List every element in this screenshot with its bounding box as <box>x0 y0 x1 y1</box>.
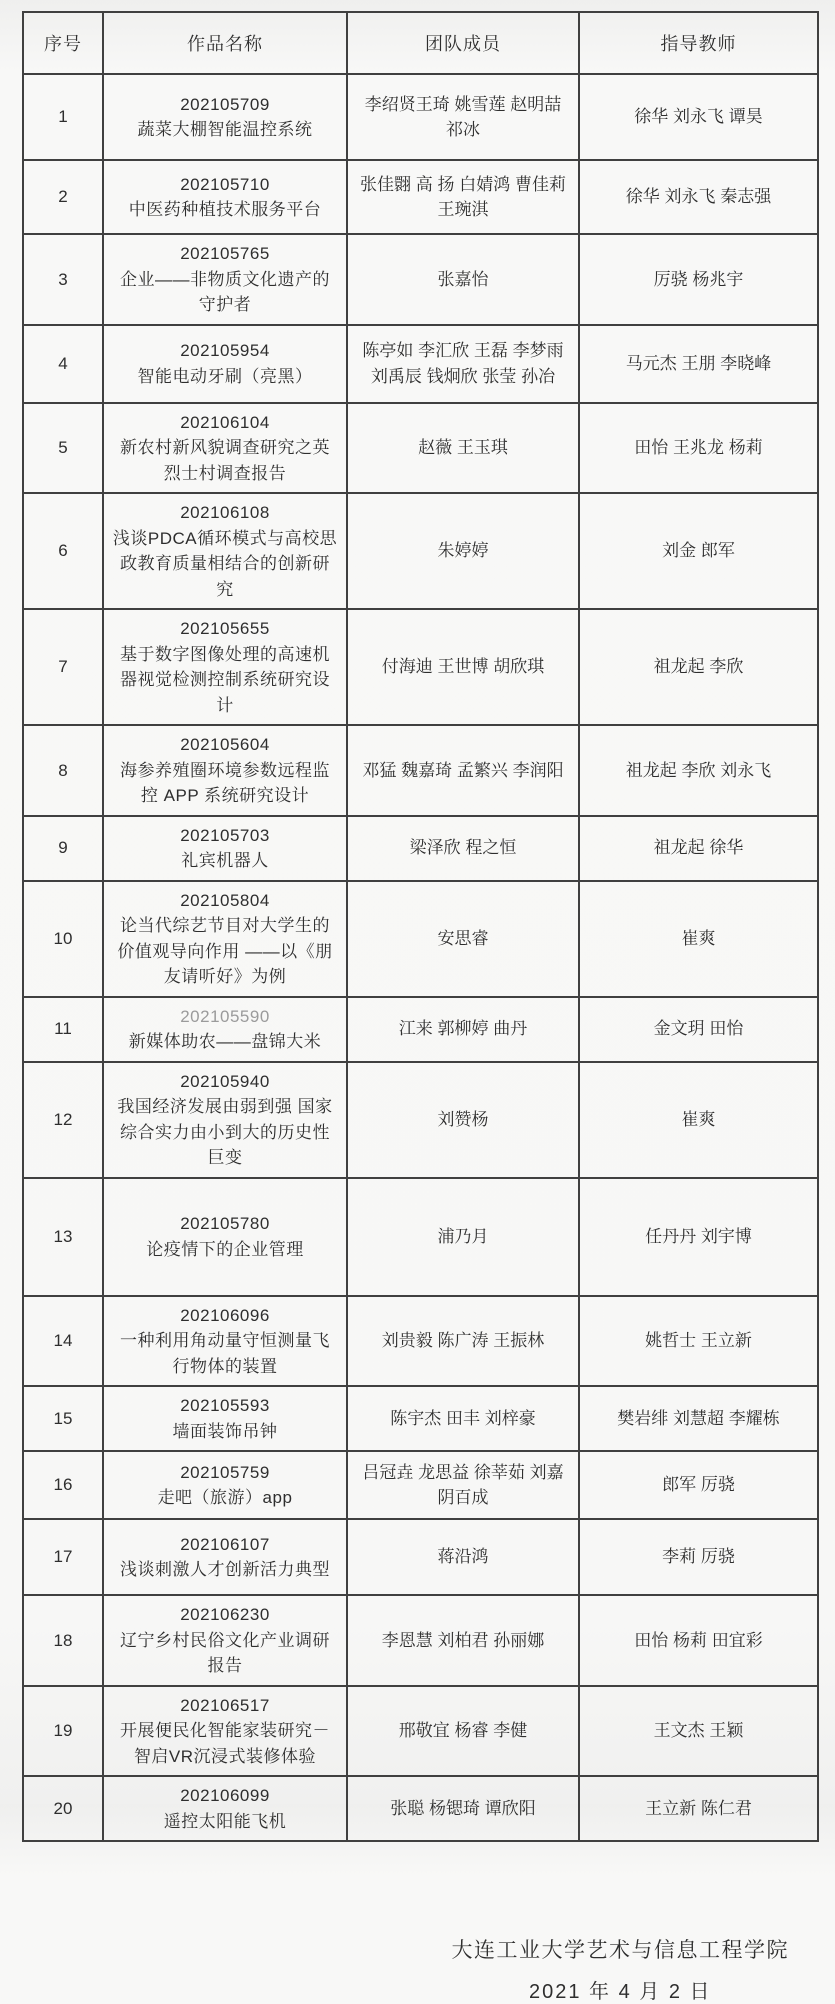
advisors: 崔爽 <box>579 1062 818 1178</box>
advisors: 田怡 杨莉 田宜彩 <box>579 1595 818 1686</box>
table-row <box>23 1595 818 1686</box>
footer <box>452 1934 790 2004</box>
footer-institution: 大连工业大学艺术与信息工程学院 <box>451 1939 789 1962</box>
project-title: 一种利用角动量守恒测量飞行物体的装置 <box>120 1331 330 1376</box>
team-members: 李恩慧 刘柏君 孙丽娜 <box>347 1595 579 1686</box>
table-row <box>23 1386 818 1451</box>
row-number: 2 <box>23 160 103 234</box>
project-code: 202106096 <box>180 1305 270 1325</box>
table-row <box>23 1296 818 1387</box>
advisors: 厉骁 杨兆宇 <box>579 234 818 325</box>
project-code: 202106517 <box>180 1695 270 1715</box>
project-code: 202105804 <box>180 890 270 910</box>
advisors: 金文玥 田怡 <box>579 997 818 1062</box>
project-cell <box>103 609 347 725</box>
advisors: 徐华 刘永飞 秦志强 <box>579 160 818 234</box>
project-cell <box>103 1062 347 1178</box>
project-title: 墙面装饰吊钟 <box>172 1421 278 1441</box>
row-number: 14 <box>23 1296 103 1387</box>
team-members: 陈宇杰 田丰 刘梓豪 <box>347 1386 579 1451</box>
table-row <box>23 1776 818 1841</box>
project-code: 202106099 <box>180 1786 270 1805</box>
col-header-advisors: 指导教师 <box>579 12 818 74</box>
table-row <box>23 1519 818 1595</box>
advisors: 刘金 郎军 <box>579 493 818 609</box>
project-cell <box>103 1296 347 1387</box>
team-members: 邓猛 魏嘉琦 孟繁兴 李润阳 <box>347 725 579 816</box>
team-members: 赵薇 王玉琪 <box>347 403 579 494</box>
table-row <box>23 160 818 234</box>
project-cell <box>103 234 347 325</box>
project-title: 我国经济发展由弱到强 国家综合实力由小到大的历史性巨变 <box>117 1097 333 1167</box>
advisors: 祖龙起 徐华 <box>579 816 818 881</box>
row-number: 15 <box>23 1386 103 1451</box>
project-cell <box>103 325 347 403</box>
row-number: 11 <box>23 997 103 1062</box>
table-header-row <box>23 12 818 74</box>
project-cell <box>103 816 347 881</box>
team-members: 吕冠垚 龙思益 徐莘茹 刘嘉 阴百成 <box>347 1451 579 1519</box>
table-row <box>23 997 818 1062</box>
team-members: 张嘉怡 <box>347 234 579 325</box>
project-cell <box>103 997 347 1062</box>
advisors: 樊岩绯 刘慧超 李耀栋 <box>579 1386 818 1451</box>
project-title: 中医药种植技术服务平台 <box>128 200 322 219</box>
project-title: 企业——非物质文化遗产的守护者 <box>120 269 330 314</box>
project-code: 202105590 <box>180 1006 270 1026</box>
table-row <box>23 881 818 997</box>
project-cell <box>103 1386 347 1451</box>
team-members: 朱婷婷 <box>347 493 579 609</box>
table-row <box>23 234 818 325</box>
project-title: 海参养殖圈环境参数远程监控 APP 系统研究设计 <box>120 760 330 805</box>
project-code: 202106230 <box>180 1605 270 1624</box>
row-number: 16 <box>23 1451 103 1519</box>
row-number: 13 <box>23 1178 103 1296</box>
project-code: 202105759 <box>180 1462 270 1482</box>
row-number: 18 <box>23 1595 103 1686</box>
table-row <box>23 1062 818 1178</box>
project-code: 202105710 <box>180 174 270 194</box>
advisors: 姚哲士 王立新 <box>579 1296 818 1387</box>
row-number: 6 <box>23 493 103 609</box>
project-code: 202106108 <box>180 503 270 522</box>
advisors: 李莉 厉骁 <box>579 1519 818 1595</box>
project-cell <box>103 74 347 160</box>
project-title: 走吧（旅游）app <box>157 1488 293 1507</box>
advisors: 徐华 刘永飞 谭昊 <box>579 74 818 160</box>
project-title: 智能电动牙刷（亮黑） <box>137 366 313 386</box>
advisors: 田怡 王兆龙 杨莉 <box>579 403 818 494</box>
project-cell <box>103 881 347 997</box>
team-members: 梁泽欣 程之恒 <box>347 816 579 881</box>
project-code: 202105940 <box>180 1071 270 1091</box>
project-title: 论当代综艺节目对大学生的价值观导向作用 ——以《朋友请听好》为例 <box>117 916 333 986</box>
project-title: 论疫情下的企业管理 <box>146 1239 304 1259</box>
team-members: 蒋沿鸿 <box>347 1519 579 1595</box>
project-cell <box>103 725 347 816</box>
team-members: 付海迪 王世博 胡欣琪 <box>347 609 579 725</box>
row-number: 4 <box>23 325 103 403</box>
team-members: 张佳翾 高 扬 白婧鸿 曹佳莉 王琬淇 <box>347 160 579 234</box>
table-row <box>23 1686 818 1777</box>
project-cell <box>103 1595 347 1686</box>
project-code: 202105780 <box>180 1214 270 1233</box>
team-members: 刘赞杨 <box>347 1062 579 1178</box>
table-row <box>23 609 818 725</box>
advisors: 崔爽 <box>579 881 818 997</box>
project-code: 202105604 <box>180 735 270 754</box>
advisors: 祖龙起 李欣 刘永飞 <box>579 725 818 816</box>
advisors: 祖龙起 李欣 <box>579 609 818 725</box>
project-code: 202105593 <box>180 1396 270 1415</box>
project-title: 浅谈PDCA循环模式与高校思政教育质量相结合的创新研究 <box>112 528 338 599</box>
project-title: 遥控太阳能飞机 <box>163 1811 287 1831</box>
project-title: 基于数字图像处理的高速机器视觉检测控制系统研究设计 <box>120 644 330 715</box>
project-cell <box>103 1519 347 1595</box>
table-row <box>23 725 818 816</box>
team-members: 浦乃月 <box>347 1178 579 1296</box>
advisors: 王文杰 王颖 <box>579 1686 818 1777</box>
table-row <box>23 1178 818 1296</box>
project-title: 新农村新风貌调查研究之英烈士村调查报告 <box>120 438 330 483</box>
table-row <box>23 816 818 881</box>
project-code: 202106107 <box>180 1534 270 1554</box>
projects-table <box>22 11 819 1842</box>
col-header-members: 团队成员 <box>347 12 579 74</box>
team-members: 张聪 杨锶琦 谭欣阳 <box>347 1776 579 1841</box>
row-number: 9 <box>23 816 103 881</box>
row-number: 17 <box>23 1519 103 1595</box>
project-cell <box>103 1178 347 1296</box>
advisors: 任丹丹 刘宇博 <box>579 1178 818 1296</box>
row-number: 12 <box>23 1062 103 1178</box>
project-title: 辽宁乡村民俗文化产业调研报告 <box>120 1630 330 1675</box>
table-row <box>23 325 818 403</box>
project-code: 202105765 <box>180 244 270 263</box>
row-number: 1 <box>23 74 103 160</box>
row-number: 5 <box>23 403 103 494</box>
project-cell <box>103 1451 347 1519</box>
project-cell <box>103 403 347 494</box>
project-title: 开展便民化智能家装研究－智启VR沉浸式装修体验 <box>120 1721 330 1766</box>
project-code: 202105703 <box>180 825 270 845</box>
row-number: 3 <box>23 234 103 325</box>
advisors: 郎军 厉骁 <box>579 1451 818 1519</box>
project-code: 202105709 <box>180 94 270 114</box>
team-members: 陈亭如 李汇欣 王磊 李梦雨 刘禹辰 钱炯欣 张莹 孙冶 <box>347 325 579 403</box>
project-code: 202105954 <box>180 341 270 360</box>
advisors: 马元杰 王朋 李晓峰 <box>579 325 818 403</box>
row-number: 10 <box>23 881 103 997</box>
project-title: 蔬菜大棚智能温控系统 <box>137 120 313 139</box>
table-row <box>23 74 818 160</box>
project-title: 礼宾机器人 <box>181 851 269 870</box>
col-header-serial: 序号 <box>23 12 103 74</box>
project-code: 202106104 <box>180 412 270 432</box>
table-row <box>23 493 818 609</box>
project-cell <box>103 1686 347 1777</box>
footer-date: 2021 年 4 月 2 日 <box>528 1981 712 2003</box>
project-cell <box>103 493 347 609</box>
team-members: 刘贵毅 陈广涛 王振林 <box>347 1296 579 1387</box>
project-cell <box>103 160 347 234</box>
col-header-title: 作品名称 <box>103 12 347 74</box>
advisors: 王立新 陈仁君 <box>579 1776 818 1841</box>
row-number: 8 <box>23 725 103 816</box>
row-number: 19 <box>23 1686 103 1777</box>
project-title: 新媒体助农——盘锦大米 <box>128 1032 322 1051</box>
team-members: 李绍贤王琦 姚雪莲 赵明喆 祁冰 <box>347 74 579 160</box>
team-members: 江来 郭柳婷 曲丹 <box>347 997 579 1062</box>
table-row <box>23 1451 818 1519</box>
row-number: 7 <box>23 609 103 725</box>
table-row <box>23 403 818 494</box>
project-code: 202105655 <box>180 619 270 638</box>
row-number: 20 <box>23 1776 103 1841</box>
team-members: 安思睿 <box>347 881 579 997</box>
project-cell <box>103 1776 347 1841</box>
team-members: 邢敬宜 杨睿 李健 <box>347 1686 579 1777</box>
project-title: 浅谈刺激人才创新活力典型 <box>120 1560 330 1579</box>
